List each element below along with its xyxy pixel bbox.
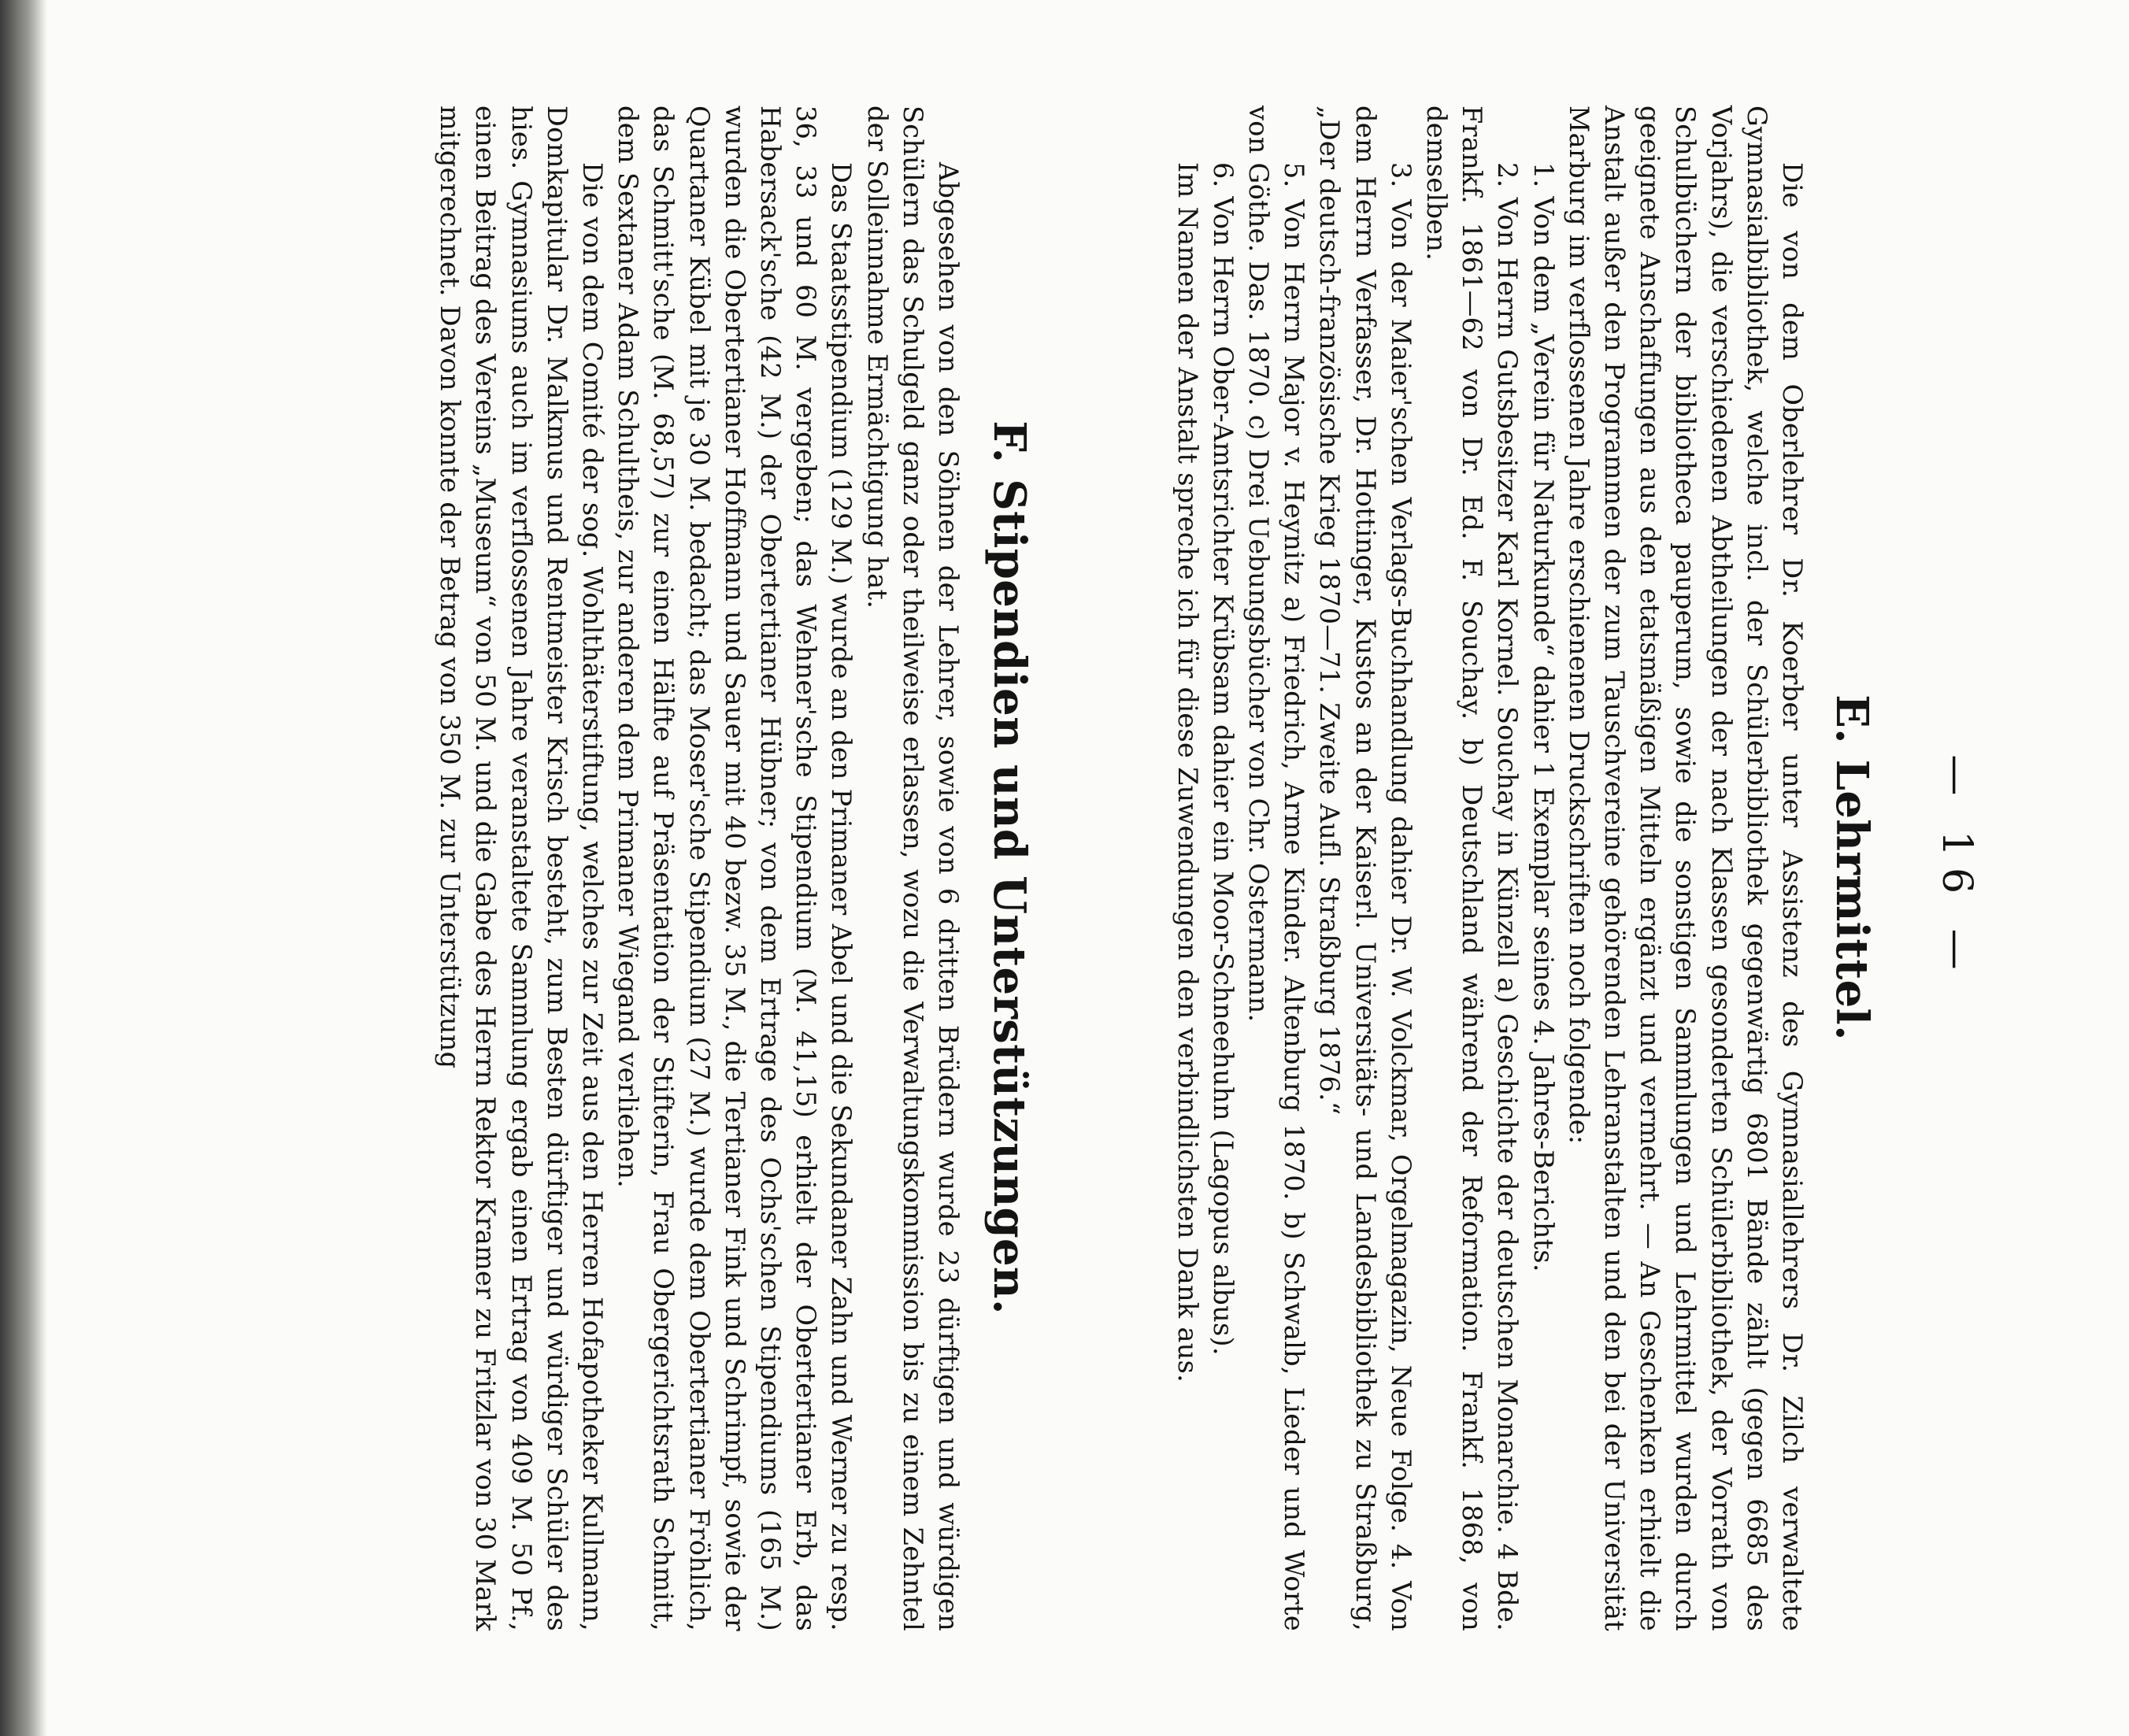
section-f-paragraph-3: Die von dem Comité der sog. Wohlthäterstiftung, welches zur Zeit aus den Herren Hofapotheker Kullmann, Domkapitular Dr. Malkmus und Rentmeister Krisch besteht, zum Besten dürftiger und würdiger Schüler des hies. Gymnasiums auch im verflossenen Jahre veranstaltete Sammlung ergab einen Ertrag von 409 M. 50 Pf., einen Beitrag des Vereins „Museum“ von 50 M. und die Gabe des Herrn Rektor Kramer zu Fritzlar von 30 Mark mitgerechnet. Davon konnte der Betrag von 350 M. zur Unterstützung <box>435 105 608 1631</box>
printed-page <box>139 72 1990 1663</box>
gift-item-1: 1. Von dem „Verein für Naturkunde“ dahier 1 Exemplar seines 4. Jahres-Berichts. <box>1527 162 1559 1272</box>
section-f-heading: F. Stipendien und Unterstützungen. <box>983 420 1035 1315</box>
gift-item-5: 5. Von Herrn Major v. Heynitz a) Friedrich, Arme Kinder. Altenburg 1870. b) Schwalb, Lieder und Worte von Göthe. Das. 1870. c) Drei Uebungsbücher von Chr. Ostermann. <box>1242 105 1310 1631</box>
section-f-paragraph-1: Abgesehen von den Söhnen der Lehrer, sowie von 6 dritten Brüdern wurde 23 dürftigen und würdigen Schülern das Schulgeld ganz oder theilweise erlassen, wozu die Verwaltungskommission bis zu einem Zehntel der Solleinnahme Ermächtigung hat. <box>861 105 964 1631</box>
gift-item-6: 6. Von Herrn Ober-Amtsrichter Krübsam dahier ein Moor-Schneehuhn (Lagopus albus). <box>1207 162 1239 1356</box>
thanks-line: Im Namen der Anstalt spreche ich für diese Zuwendungen den verbindlichsten Dank aus. <box>1172 162 1203 1383</box>
binding-shadow <box>0 0 47 1736</box>
section-f-paragraph-2: Das Staatsstipendium (129 M.) wurde an den Primaner Abel und die Sekundaner Zahn und Werner zu resp. 36, 33 und 60 M. vergeben; das Wehner'sche Stipendium (M. 41,15) erhielt der Obertertianer Erb, das Habersack'sche (42 M.) der Obertertianer Hübner; von dem Ertrage des Ochs'schen Stipendiums (165 M.) wurden die Obertertianer Hoffmann und Sauer mit 40 bezw. 35 M., die Tertianer Fink und Schrimpf, sowie der Quartaner Kübel mit je 30 M. bedacht; das Moser'sche Stipendium (27 M.) wurde dem Obertertianer Fröhlich, das Schmitt'sche (M. 68,57) zur einen Hälfte auf Präsentation der Stifterin, Frau Obergerichtsrath Schmitt, dem Sextaner Adam Schultheis, zur anderen dem Primaner Wiegand verliehen. <box>613 105 857 1631</box>
gift-item-2: 2. Von Herrn Gutsbesitzer Karl Kornel. Souchay in Künzell a) Geschichte der deutschen Monarchie. 4 Bde. Frankf. 1861—62 von Dr. Ed. F. Souchay. b) Deutschland während der Reformation. Frankf. 1868, von demselben. <box>1420 105 1524 1631</box>
section-f-body <box>432 105 966 1631</box>
section-e-heading: E. Lehrmittel. <box>1826 694 1878 1041</box>
page-number: — 16 — <box>1933 754 1980 981</box>
gift-item-3-4: 3. Von der Maier'schen Verlags-Buchhandlung dahier Dr. W. Volckmar, Orgelmagazin, Neue Folge. 4. Von dem Herrn Verfasser, Dr. Hottinger, Kustos an der Kaiserl. Universitäts- und Landesbibliothek zu Straßburg, „Der deutsch-französische Krieg 1870—71. Zweite Aufl. Straßburg 1876.“ <box>1314 105 1416 1631</box>
section-e-intro: Die von dem Oberlehrer Dr. Koerber unter Assistenz des Gymnasiallehrers Dr. Zilch verwaltete Gymnasialbibliothek, welche incl. der Schülerbibliothek gegenwärtig 6801 Bände zählt (gegen 6685 des Vorjahrs), die verschiedenen Abtheilungen der nach Klassen gesonderten Schülerbibliothek, der Vorrath von Schulbüchern der bibliotheca pauperum, sowie die sonstigen Sammlungen und Lehrmittel wurden durch geeignete Anschaffungen aus den etatsmäßigen Mitteln ergänzt und vermehrt. — An Geschenken erhielt die Anstalt außer den Programmen der zum Tauschvereine gehörenden Lehranstalten und den bei der Universität Marburg im verflossenen Jahre erschienenen Druckschriften noch folgende: <box>1563 105 1808 1631</box>
section-e-body <box>1169 105 1810 1631</box>
